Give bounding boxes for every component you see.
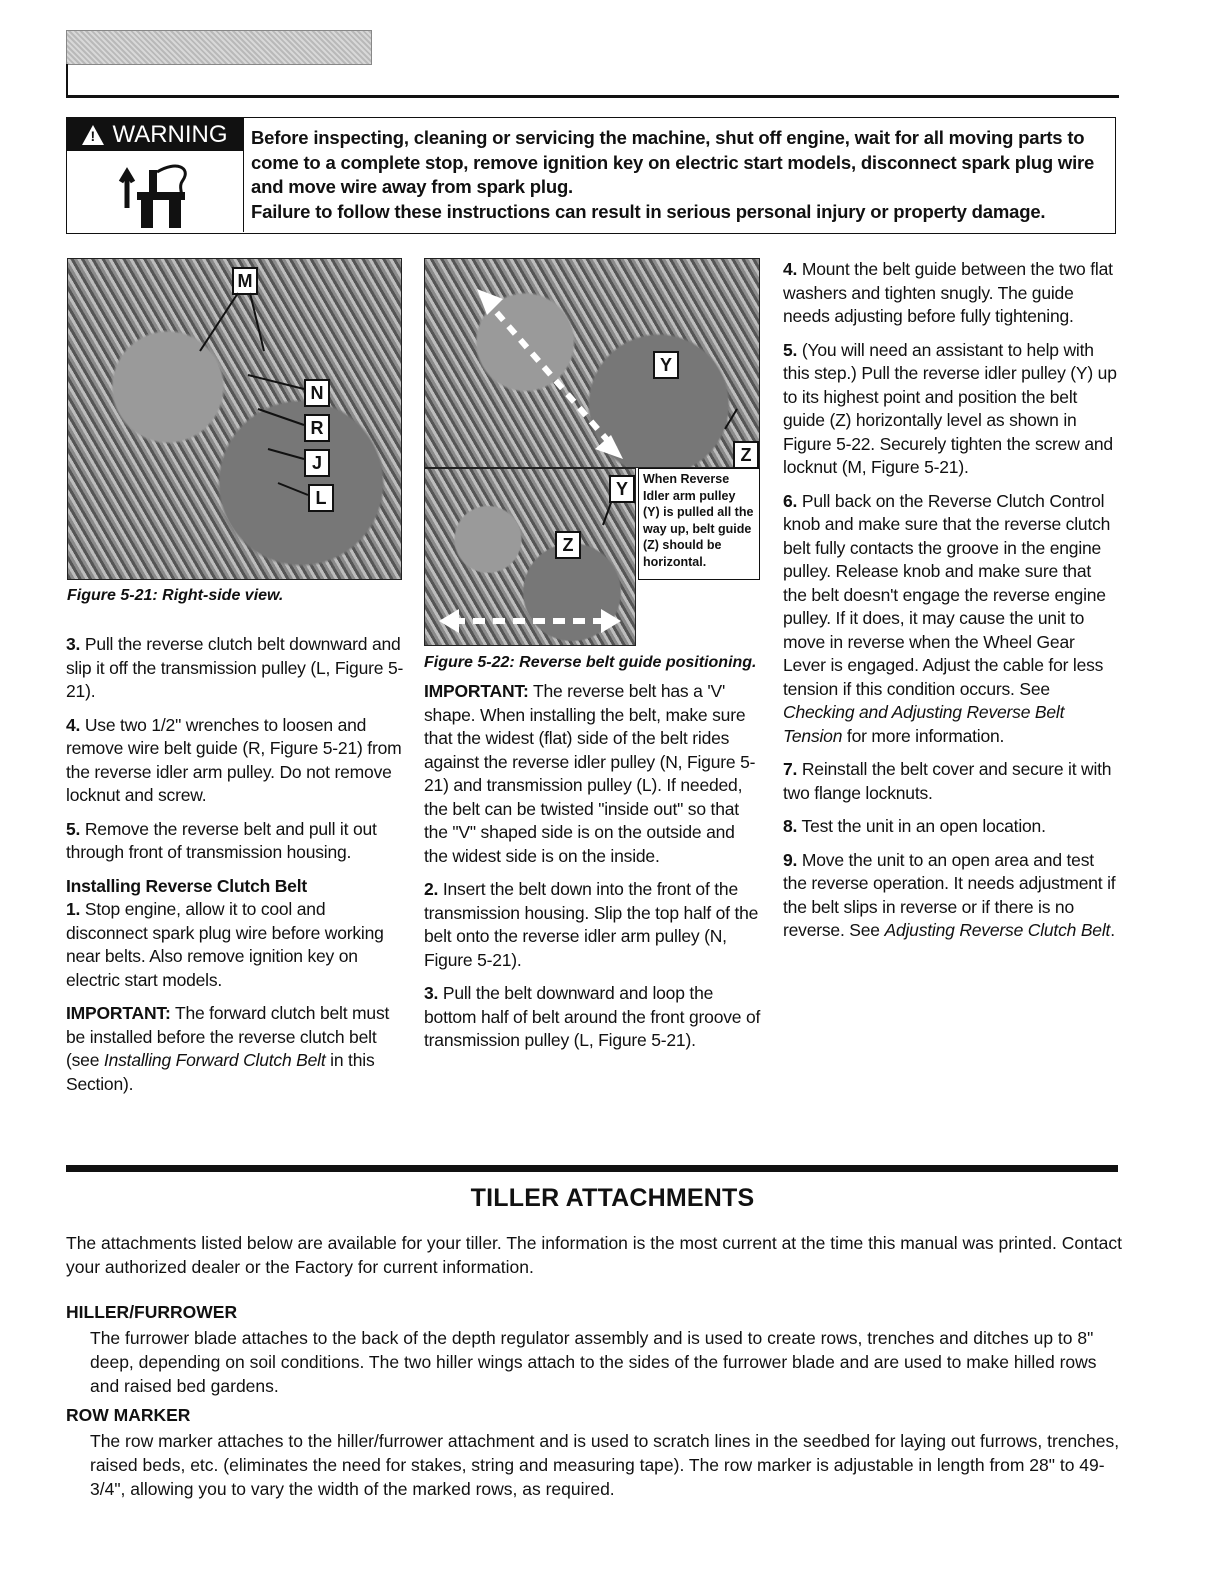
figure-5-22-caption: Figure 5-22: Reverse belt guide positioning.	[424, 654, 757, 671]
figure-label-l: L	[308, 484, 334, 512]
step-8-install: 8. Test the unit in an open location.	[783, 816, 1046, 836]
warning-instruction: Before inspecting, cleaning or servicing the machine, shut off engine, wait for all moving parts to come to a complete stop, remove ignition key on electric start models, disconnect spark plug wire and move wire away from spark plug.	[251, 127, 1095, 197]
step-6-install: 6. Pull back on the Reverse Clutch Control knob and make sure that the reverse clutch belt fully contacts the groove in the engine pulley. Release knob and make sure that the belt doesn't engage the reverse engine pulley. If it does, it may cause the unit to move in reverse when the Wheel Gear Lever is engaged. Adjust the cable for less tension if this condition occurs. See Checking and Adjusting Reverse Belt Tension for more information.	[783, 490, 1111, 746]
figure-5-22-callout: When Reverse Idler arm pulley (Y) is pulled all the way up, belt guide (Z) should be horizontal.	[638, 468, 760, 580]
figure-5-22-photo	[424, 258, 760, 468]
disconnect-spark-plug-icon	[117, 158, 197, 228]
step-4-install: 4. Mount the belt guide between the two flat washers and tighten snugly. The guide needs adjusting before fully tightening.	[783, 259, 1113, 326]
step-5-install: 5. (You will need an assistant to help with this step.) Pull the reverse idler pulley (Y) up to its highest point and position the belt guide (Z) horizontally level as shown in Figure 5-22. Securely tighten the screw and locknut (M, Figure 5-21).	[783, 339, 1117, 477]
warning-label-text: WARNING	[112, 120, 228, 148]
inset-label-z: Z	[555, 531, 581, 559]
warning-text	[251, 126, 1111, 224]
double-arrow-icon	[425, 259, 761, 469]
header-divider-tick	[66, 64, 68, 98]
figure-5-21-photo	[67, 258, 402, 580]
figure-5-21-leader-lines	[68, 259, 403, 581]
step-5-remove: 5. Remove the reverse belt and pull it out through front of transmission housing.	[66, 818, 377, 862]
cross-reference-link: Checking and Adjusting Reverse Belt Tension	[783, 702, 1065, 746]
inset-label-y: Y	[609, 475, 635, 503]
header-rule	[66, 95, 1119, 98]
figure-label-m: M	[232, 267, 258, 295]
attachment-description: The row marker attaches to the hiller/furrower attachment and is used to scratch lines in the seedbed for laying out furrows, trenches, raised beds, etc. (eliminates the need for stakes, string and measuring tape). The row marker is adjustable in length from 28" to 49-3/4", allowing you to vary the width of the marked rows, as required.	[90, 1431, 1120, 1499]
cross-reference-link: Adjusting Reverse Clutch Belt	[884, 920, 1111, 940]
cross-reference-link: Installing Forward Clutch Belt	[103, 1050, 326, 1070]
horizontal-arrow-icon	[425, 469, 637, 647]
figure-5-22-inset-photo	[424, 468, 636, 646]
important-note-2: IMPORTANT: The reverse belt has a 'V' shape. When installing the belt, make sure that the widest (flat) side of the belt rides against the reverse idler pulley (N, Figure 5-21) and transmission pulley (L). If needed, the belt can be twisted "inside out" so that the "V" shaped side is on the outside and the widest side is on the inside.	[424, 681, 756, 866]
warning-consequence: Failure to follow these instructions can result in serious personal injury or property damage.	[251, 200, 1046, 222]
column-1	[66, 633, 404, 1106]
figure-label-z: Z	[733, 441, 759, 469]
subsection-heading: Installing Reverse Clutch Belt	[66, 875, 308, 896]
attachment-name: ROW MARKER	[66, 1405, 191, 1425]
step-9-install: 9. Move the unit to an open area and test the reverse operation. It needs adjustment if the belt slips in reverse or if there is no reverse. See Adjusting Reverse Clutch Belt.	[783, 849, 1116, 940]
step-3-install: 3. Pull the belt downward and loop the bottom half of belt around the front groove of transmission pulley (L, Figure 5-21).	[424, 983, 761, 1050]
attachment-description: The furrower blade attaches to the back of the depth regulator assembly and is used to create rows, trenches and ditches up to 8" deep, depending on soil conditions. The two hiller wings attach to the sides of the furrower blade and are used to make hilled rows and raised bed gardens.	[90, 1328, 1097, 1396]
section-rule	[66, 1165, 1118, 1172]
figure-label-y: Y	[653, 351, 679, 379]
warning-sidebar	[67, 118, 244, 232]
step-1-install: 1. Stop engine, allow it to cool and disconnect spark plug wire before working near belts. Also remove ignition key on electric start models.	[66, 899, 384, 990]
figure-label-n: N	[304, 379, 330, 407]
column-3	[783, 258, 1119, 953]
step-2-install: 2. Insert the belt down into the front of the transmission housing. Slip the top half of the belt onto the reverse idler arm pulley (N, Figure 5-21).	[424, 879, 759, 970]
attachments-intro: The attachments listed below are available for your tiller. The information is the most current at the time this manual was printed. Contact your authorized dealer or the Factory for current information.	[66, 1233, 1123, 1277]
step-7-install: 7. Reinstall the belt cover and secure it with two flange locknuts.	[783, 759, 1112, 803]
warning-label	[67, 118, 243, 151]
section-header-tab	[66, 30, 372, 65]
column-2	[424, 680, 762, 1063]
figure-label-j: J	[304, 449, 330, 477]
step-4-remove: 4. Use two 1/2" wrenches to loosen and remove wire belt guide (R, Figure 5-21) from the reverse idler arm pulley. Do not remove locknut and screw.	[66, 714, 402, 805]
warning-triangle-icon	[82, 125, 104, 145]
figure-label-r: R	[304, 414, 330, 442]
step-3-remove: 3. Pull the reverse clutch belt downward and slip it off the transmission pulley (L, Figure 5-21).	[66, 634, 404, 701]
figure-5-21-caption: Figure 5-21: Right-side view.	[67, 587, 284, 604]
section-title: TILLER ATTACHMENTS	[470, 1184, 755, 1212]
attachment-name: HILLER/FURROWER	[66, 1302, 238, 1322]
warning-box	[66, 117, 1116, 234]
important-note-1: IMPORTANT: The forward clutch belt must be installed before the reverse clutch belt (see Installing Forward Clutch Belt in this Section).	[66, 1003, 390, 1094]
